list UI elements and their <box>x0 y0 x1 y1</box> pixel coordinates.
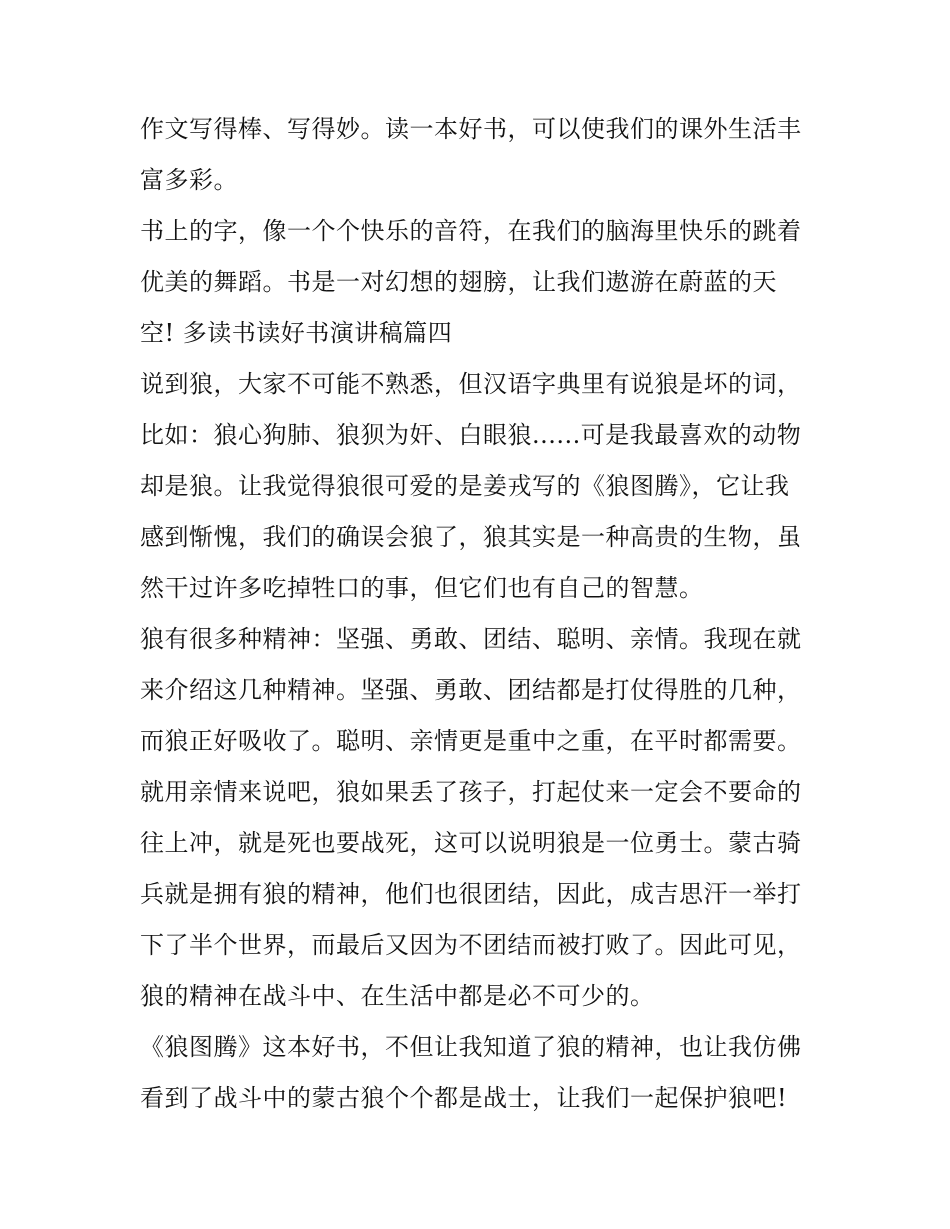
text-line: 优美的舞蹈。书是一对幻想的翅膀，让我们遨游在蔚蓝的天 <box>140 268 777 296</box>
text-line: 来介绍这几种精神。坚强、勇敢、团结都是打仗得胜的几种， <box>140 676 802 704</box>
text-line: 而狼正好吸收了。聪明、亲情更是重中之重，在平时都需要。 <box>140 727 802 755</box>
text-line: 感到惭愧，我们的确误会狼了，狼其实是一种高贵的生物，虽 <box>140 523 802 551</box>
text-line: 狼有很多种精神：坚强、勇敢、团结、聪明、亲情。我现在就 <box>140 625 802 653</box>
text-line: 《狼图腾》这本好书，不但让我知道了狼的精神，也让我仿佛 <box>140 1033 802 1061</box>
text-line: 往上冲，就是死也要战死，这可以说明狼是一位勇士。蒙古骑 <box>140 829 802 857</box>
text-line: 下了半个世界，而最后又因为不团结而被打败了。因此可见， <box>140 931 802 959</box>
text-line: 说到狼，大家不可能不熟悉，但汉语字典里有说狼是坏的词， <box>140 370 802 398</box>
text-line: 却是狼。让我觉得狼很可爱的是姜戎写的《狼图腾》，它让我 <box>140 472 790 500</box>
text-line: 比如：狼心狗肺、狼狈为奸、白眼狼......可是我最喜欢的动物 <box>140 421 802 449</box>
text-line: 富多彩。 <box>140 166 238 194</box>
text-line: 兵就是拥有狼的精神，他们也很团结，因此，成吉思汗一举打 <box>140 880 802 908</box>
text-line: 看到了战斗中的蒙古狼个个都是战士，让我们一起保护狼吧! <box>140 1084 788 1112</box>
text-line: 狼的精神在战斗中、在生活中都是必不可少的。 <box>140 982 655 1010</box>
text-line: 作文写得棒、写得妙。读一本好书，可以使我们的课外生活丰 <box>140 115 802 143</box>
text-line: 然干过许多吃掉牲口的事，但它们也有自己的智慧。 <box>140 574 704 602</box>
text-line: 空! 多读书读好书演讲稿篇四 <box>140 319 453 347</box>
text-line: 书上的字，像一个个快乐的音符，在我们的脑海里快乐的跳着 <box>140 217 802 245</box>
text-line: 就用亲情来说吧，狼如果丢了孩子，打起仗来一定会不要命的 <box>140 778 802 806</box>
